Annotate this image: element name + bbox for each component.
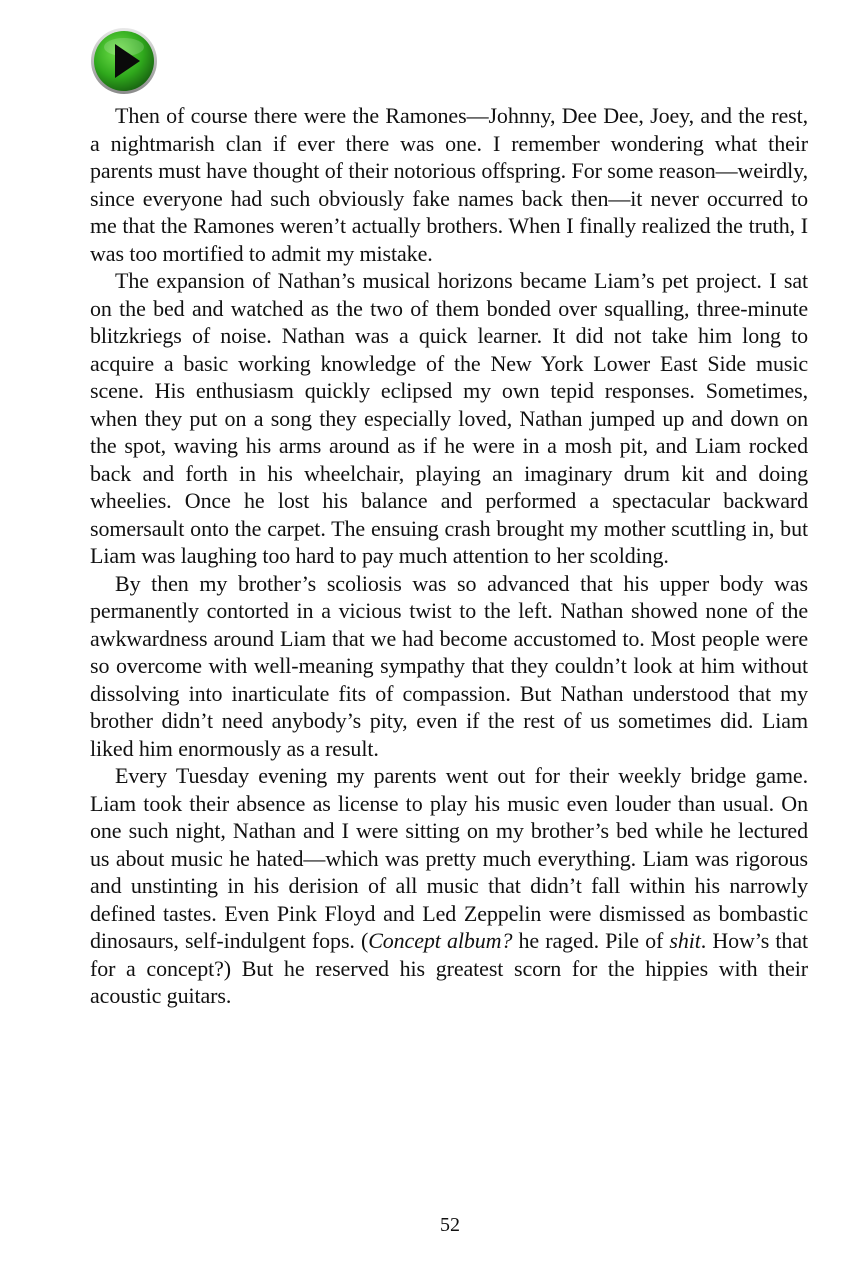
page-number: 52	[440, 1214, 460, 1236]
text-run: he raged. Pile of	[512, 928, 670, 953]
text-run: Every Tuesday evening my parents went out for their weekly bridge game. Liam took their absence as license to play his music even louder than usual. On one such night, Nathan and I were sitting on my brother’s bed while he lectured us about music he hated—which was pretty much everything. Liam was rigorous and unstinting in his derision of all music that didn’t fall within his narrowly defined tastes. Even Pink Floyd and Led Zeppelin were dismissed as bombastic dinosaurs, self-indulgent fops. (	[90, 763, 808, 953]
italic-text: shit	[669, 928, 701, 953]
text-run: Then of course there were the Ramones—Johnny, Dee Dee, Joey, and the rest, a nightmarish clan if ever there was one. I remember wondering what their parents must have thought of their notorious offspring. For some reason—weirdly, since everyone had such obviously fake names back then—it never occurred to me that the Ramones weren’t actually brothers. When I finally realized the truth, I was too mortified to admit my mistake.	[90, 103, 808, 266]
text-run: The expansion of Nathan’s musical horizons became Liam’s pet project. I sat on the bed and watched as the two of them bonded over squalling, three-minute blitzkriegs of noise. Nathan was a quick learner. It did not take him long to acquire a basic working knowledge of the New York Lower East Side music scene. His enthusiasm quickly eclipsed my own tepid responses. Sometimes, when they put on a song they especially loved, Nathan jumped up and down on the spot, waving his arms around as if he were in a mosh pit, and Liam rocked back and forth in his wheelchair, playing an imaginary drum kit and doing wheelies. Once he lost his balance and performed a spectacular backward somersault onto the carpet. The ensuing crash brought my mother scuttling in, but Liam was laughing too hard to pay much attention to her scolding.	[90, 268, 808, 568]
paragraph-4	[90, 762, 808, 1010]
italic-text: Concept album?	[368, 928, 513, 953]
paragraph-2	[90, 267, 808, 570]
paragraph-3	[90, 570, 808, 763]
text-run: By then my brother’s scoliosis was so advanced that his upper body was permanently contorted in a vicious twist to the left. Nathan showed none of the awkwardness around Liam that we had become accustomed to. Most people were so overcome with well-meaning sympathy that they couldn’t look at him without dissolving into inarticulate fits of compassion. But Nathan understood that my brother didn’t need anybody’s pity, even if the rest of us sometimes did. Liam liked him enormously as a result.	[90, 570, 808, 761]
play-button[interactable]	[90, 27, 158, 95]
text-run: . How’s that for a concept?) But he reserved his greatest scorn for the hippies with their acoustic guitars.	[90, 928, 808, 1008]
play-icon	[90, 27, 158, 95]
paragraph-1	[90, 102, 808, 267]
book-text	[90, 102, 808, 1010]
